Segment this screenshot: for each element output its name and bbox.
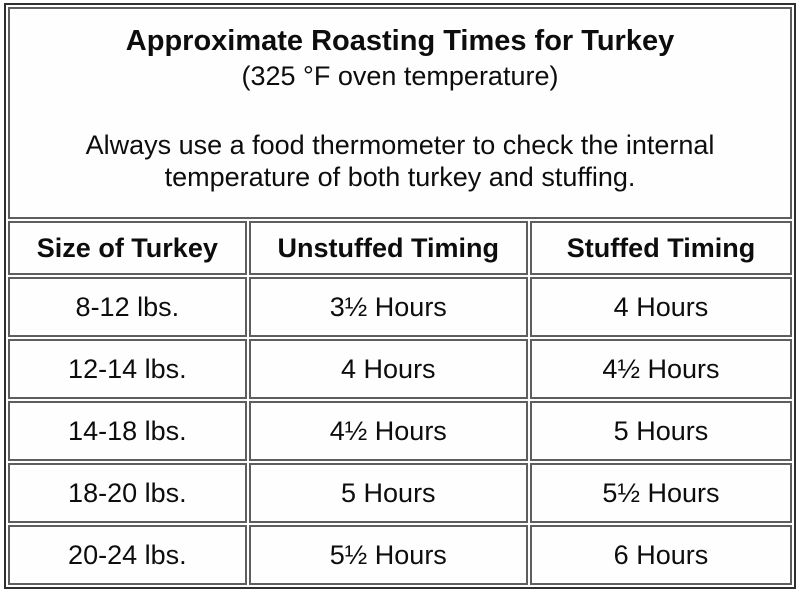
- unstuffed-timing-cell: 4 Hours: [249, 339, 528, 399]
- unstuffed-timing-cell: 5½ Hours: [249, 525, 528, 585]
- table-title: Approximate Roasting Times for Turkey: [125, 25, 675, 57]
- stuffed-timing-cell: 5½ Hours: [530, 463, 792, 523]
- table-row: [8, 525, 792, 585]
- size-cell: 20-24 lbs.: [8, 525, 247, 585]
- size-cell: 12-14 lbs.: [8, 339, 247, 399]
- thermometer-note: [10, 130, 790, 194]
- size-cell: 18-20 lbs.: [8, 463, 247, 523]
- stuffed-timing-cell: 4½ Hours: [530, 339, 792, 399]
- size-cell: 8-12 lbs.: [8, 277, 247, 337]
- stuffed-timing-cell: 6 Hours: [530, 525, 792, 585]
- stuffed-timing-cell: 4 Hours: [530, 277, 792, 337]
- table-title-block: [8, 7, 792, 219]
- table-row: [8, 339, 792, 399]
- stuffed-timing-cell: 5 Hours: [530, 401, 792, 461]
- oven-temperature-subtitle: (325 °F oven temperature): [241, 61, 559, 92]
- thermometer-note-line-1: Always use a food thermometer to check the internal: [85, 130, 715, 161]
- roasting-times-table: [4, 3, 796, 589]
- table-row: [8, 463, 792, 523]
- thermometer-note-line-2: temperature of both turkey and stuffing.: [164, 162, 636, 193]
- unstuffed-timing-cell: 5 Hours: [249, 463, 528, 523]
- column-header-stuffed-timing: Stuffed Timing: [530, 221, 792, 275]
- table-title-block-row: [8, 7, 792, 219]
- column-header-row: [8, 221, 792, 275]
- size-cell: 14-18 lbs.: [8, 401, 247, 461]
- column-header-size-of-turkey: Size of Turkey: [8, 221, 247, 275]
- column-header-unstuffed-timing: Unstuffed Timing: [249, 221, 528, 275]
- unstuffed-timing-cell: 3½ Hours: [249, 277, 528, 337]
- table-row: [8, 401, 792, 461]
- unstuffed-timing-cell: 4½ Hours: [249, 401, 528, 461]
- table-row: [8, 277, 792, 337]
